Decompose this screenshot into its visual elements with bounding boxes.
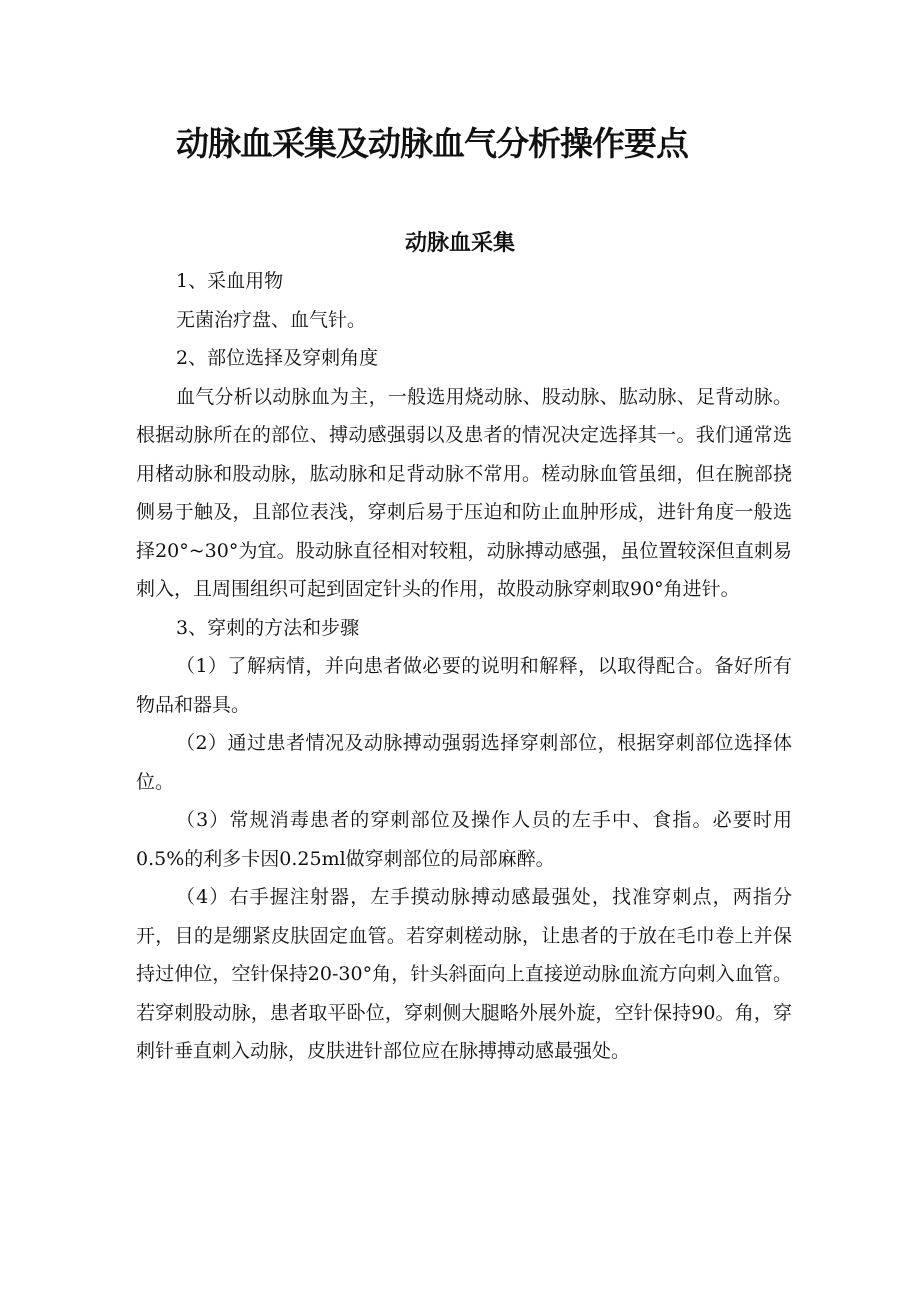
paragraph-step-4: （4）右手握注射器，左手摸动脉搏动感最强处，找准穿刺点，两指分开，目的是绷紧皮肤固定血管。若穿刺槎动脉，让患者的于放在毛巾卷上并保持过伸位，空针保持20-30°角，针头斜面向上直接逆动脉血流方向刺入血管。若穿刺股动脉，患者取平卧位，穿刺侧大腿略外展外旋，空针保持90。角，穿刺针垂直刺入动脉，皮肤进针部位应在脉搏搏动感最强处。 — [136, 886, 792, 1062]
document-title: 动脉血采集及动脉血气分析操作要点 — [176, 124, 688, 163]
paragraph-step-2: （2）通过患者情况及动脉搏动强弱选择穿刺部位，根据穿刺部位选择体位。 — [136, 732, 792, 793]
document-body — [136, 262, 792, 1071]
item-heading-site-angle: 2、部位选择及穿刺角度 — [176, 347, 379, 369]
section-title: 动脉血采集 — [404, 231, 515, 256]
item-heading-materials: 1、采血用物 — [176, 270, 284, 292]
paragraph-materials: 无菌治疗盘、血气针。 — [176, 308, 367, 331]
paragraph-site-angle: 血气分析以动脉血为主，一般选用烧动脉、股动脉、肱动脉、足背动脉。根据动脉所在的部位、搏动感强弱以及患者的情况决定选择其一。我们通常选用楮动脉和股动脉，肱动脉和足背动脉不常用。槎动脉血管虽细，但在腕部挠侧易于触及，且部位表浅，穿刺后易于压迫和防止血肿形成，进针角度一般选择20°~30°为宜。股动脉直径相对较粗，动脉搏动感强，虽位置较深但直刺易刺入，且周围组织可起到固定针头的作用，故股动脉穿刺取90°角进针。 — [136, 385, 792, 600]
item-heading-method-steps: 3、穿刺的方法和步骤 — [176, 616, 360, 639]
paragraph-step-1: （1）了解病情，并向患者做必要的说明和解释，以取得配合。备好所有物品和器具。 — [136, 655, 792, 716]
paragraph-step-3: （3）常规消毒患者的穿刺部位及操作人员的左手中、食指。必要时用0.5%的利多卡因0.25ml做穿刺部位的局部麻醉。 — [136, 809, 792, 870]
